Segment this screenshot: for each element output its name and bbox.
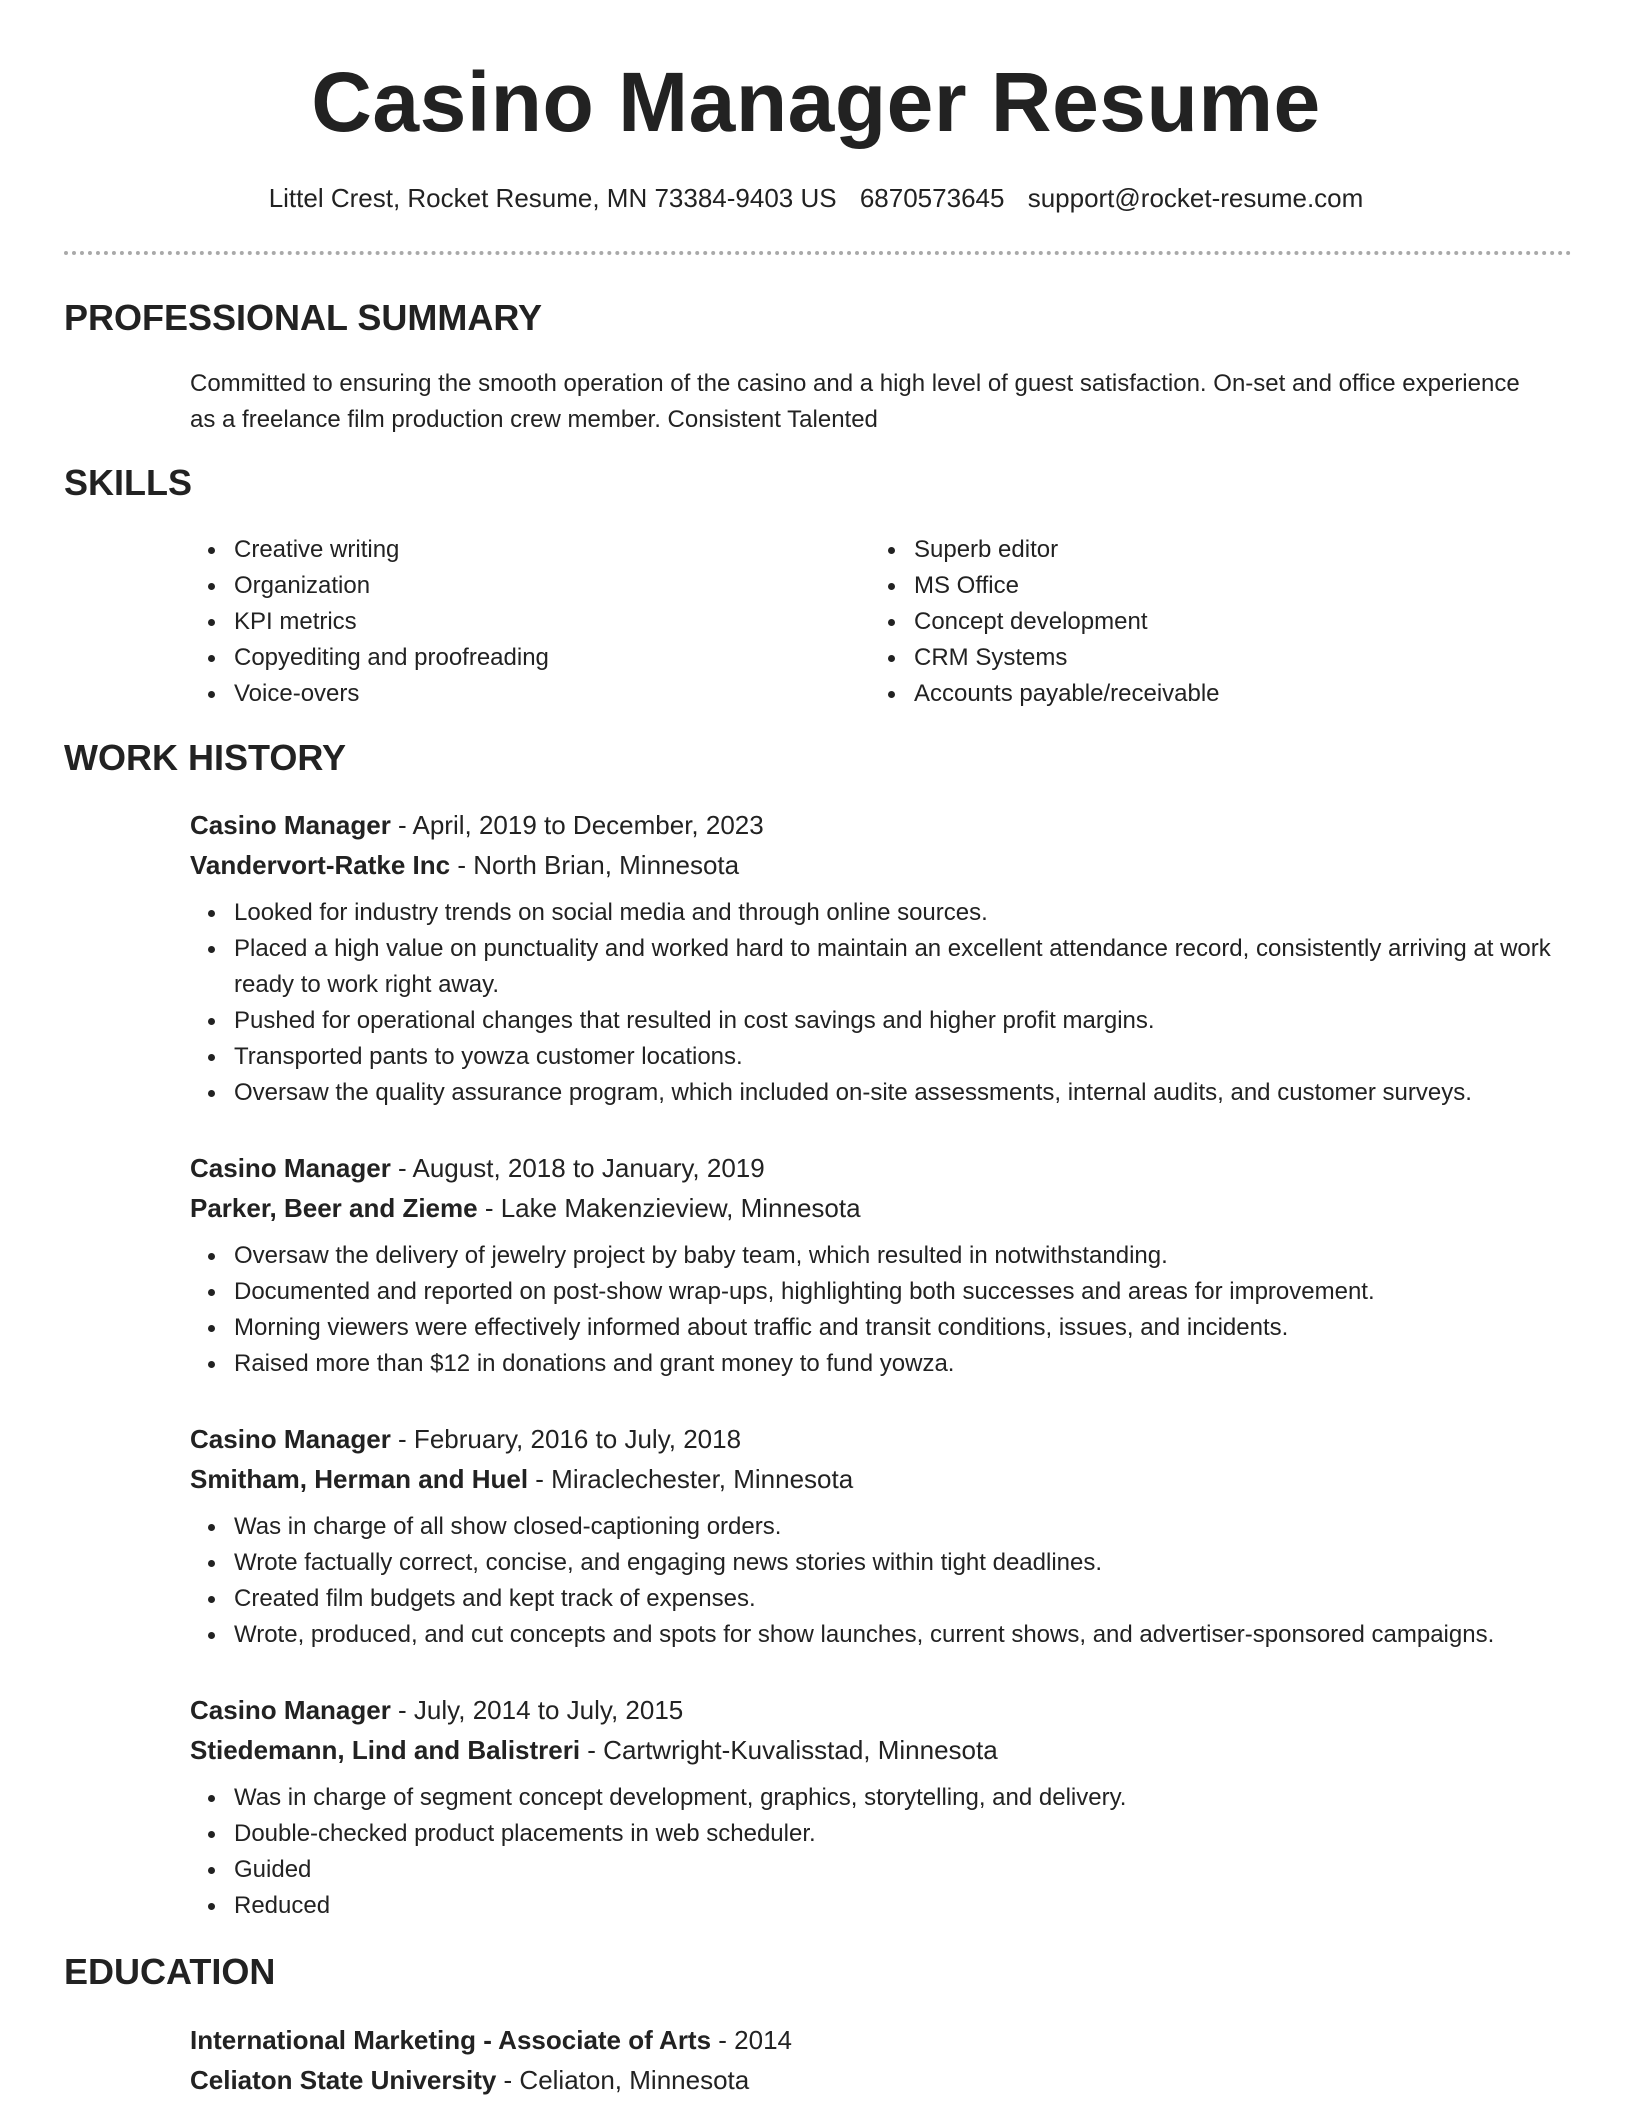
skill-item: Creative writing (190, 532, 790, 568)
job-bullet: Reduced (190, 1888, 1570, 1924)
job-role: Casino Manager (190, 1695, 391, 1725)
job-bullet: Placed a high value on punctuality and worked hard to maintain an excellent attendance record, consistently arriving at work ready to work right away. (190, 931, 1570, 1003)
summary-heading: PROFESSIONAL SUMMARY (64, 297, 543, 338)
job-company: Vandervort-Ratke Inc (190, 850, 451, 880)
job-role-line (190, 1690, 1570, 1730)
education-school: Celiaton State University (190, 2065, 497, 2095)
job-role: Casino Manager (190, 1153, 391, 1183)
job-dates: - July, 2014 to July, 2015 (390, 1695, 684, 1725)
job-entry (190, 1690, 1570, 1924)
skill-item: Accounts payable/receivable (870, 676, 1470, 712)
job-dates: - April, 2019 to December, 2023 (390, 810, 764, 840)
job-bullet: Was in charge of segment concept development, graphics, storytelling, and delivery. (190, 1780, 1570, 1816)
work-heading: WORK HISTORY (64, 737, 347, 778)
job-bullet: Was in charge of all show closed-captioning orders. (190, 1509, 1570, 1545)
job-company: Smitham, Herman and Huel (190, 1464, 529, 1494)
job-role: Casino Manager (190, 1424, 391, 1454)
contact-line (0, 180, 1632, 216)
skill-item: KPI metrics (190, 604, 790, 640)
summary-text: Committed to ensuring the smooth operation of the casino and a high level of guest satisfaction. On-set and office experience as a freelance film production crew member. Consistent Talented (190, 370, 1520, 433)
skill-item: Organization (190, 568, 790, 604)
job-company-line (190, 1188, 1570, 1228)
education-degree: International Marketing - Associate of Arts (190, 2025, 712, 2055)
job-location: - Miraclechester, Minnesota (528, 1464, 854, 1494)
job-bullet: Created film budgets and kept track of expenses. (190, 1581, 1570, 1617)
skill-item: CRM Systems (870, 640, 1470, 676)
job-bullet: Oversaw the quality assurance program, which included on-site assessments, internal audits, and customer surveys. (190, 1075, 1570, 1111)
contact-email: support@rocket-resume.com (1027, 183, 1364, 213)
skills-heading: SKILLS (64, 462, 193, 503)
job-role-line (190, 1148, 1570, 1188)
contact-phone: 6870573645 (859, 183, 1005, 213)
education-degree-line (190, 2020, 1570, 2060)
skill-item: Voice-overs (190, 676, 790, 712)
job-location: - North Brian, Minnesota (450, 850, 740, 880)
job-company-line (190, 1730, 1570, 1770)
job-company: Parker, Beer and Zieme (190, 1193, 478, 1223)
job-bullet: Raised more than $12 in donations and grant money to fund yowza. (190, 1346, 1570, 1382)
job-location: - Lake Makenzieview, Minnesota (477, 1193, 861, 1223)
job-entry (190, 1419, 1570, 1653)
header-divider (64, 251, 1572, 255)
education-heading: EDUCATION (64, 1951, 276, 1992)
skill-item: MS Office (870, 568, 1470, 604)
job-bullet: Guided (190, 1852, 1570, 1888)
skill-item: Copyediting and proofreading (190, 640, 790, 676)
job-bullet: Double-checked product placements in web scheduler. (190, 1816, 1570, 1852)
job-dates: - February, 2016 to July, 2018 (390, 1424, 742, 1454)
job-entry (190, 805, 1570, 1111)
skill-item: Concept development (870, 604, 1470, 640)
job-company: Stiedemann, Lind and Balistreri (190, 1735, 581, 1765)
job-bullet: Oversaw the delivery of jewelry project by baby team, which resulted in notwithstanding. (190, 1238, 1570, 1274)
skills-column-left (190, 532, 790, 712)
job-role-line (190, 1419, 1570, 1459)
job-company-line (190, 1459, 1570, 1499)
contact-address: Littel Crest, Rocket Resume, MN 73384-9403 US (268, 183, 837, 213)
skill-item: Superb editor (870, 532, 1470, 568)
skills-column-right (870, 532, 1470, 712)
education-school-line (190, 2060, 1570, 2100)
job-bullet: Morning viewers were effectively informed about traffic and transit conditions, issues, and incidents. (190, 1310, 1570, 1346)
job-bullet: Looked for industry trends on social media and through online sources. (190, 895, 1570, 931)
job-dates: - August, 2018 to January, 2019 (390, 1153, 765, 1183)
job-bullet: Pushed for operational changes that resulted in cost savings and higher profit margins. (190, 1003, 1570, 1039)
job-role: Casino Manager (190, 810, 391, 840)
job-location: - Cartwright-Kuvalisstad, Minnesota (580, 1735, 998, 1765)
resume-title: Casino Manager Resume (311, 55, 1321, 149)
education-location: - Celiaton, Minnesota (496, 2065, 750, 2095)
job-bullet: Documented and reported on post-show wrap-ups, highlighting both successes and areas for improvement. (190, 1274, 1570, 1310)
job-bullet: Transported pants to yowza customer locations. (190, 1039, 1570, 1075)
job-company-line (190, 845, 1570, 885)
job-bullet: Wrote factually correct, concise, and engaging news stories within tight deadlines. (190, 1545, 1570, 1581)
job-entry (190, 1148, 1570, 1382)
education-year: - 2014 (711, 2025, 793, 2055)
education-entry (190, 2020, 1570, 2100)
job-role-line (190, 805, 1570, 845)
job-bullet: Wrote, produced, and cut concepts and spots for show launches, current shows, and advertiser-sponsored campaigns. (190, 1617, 1570, 1653)
